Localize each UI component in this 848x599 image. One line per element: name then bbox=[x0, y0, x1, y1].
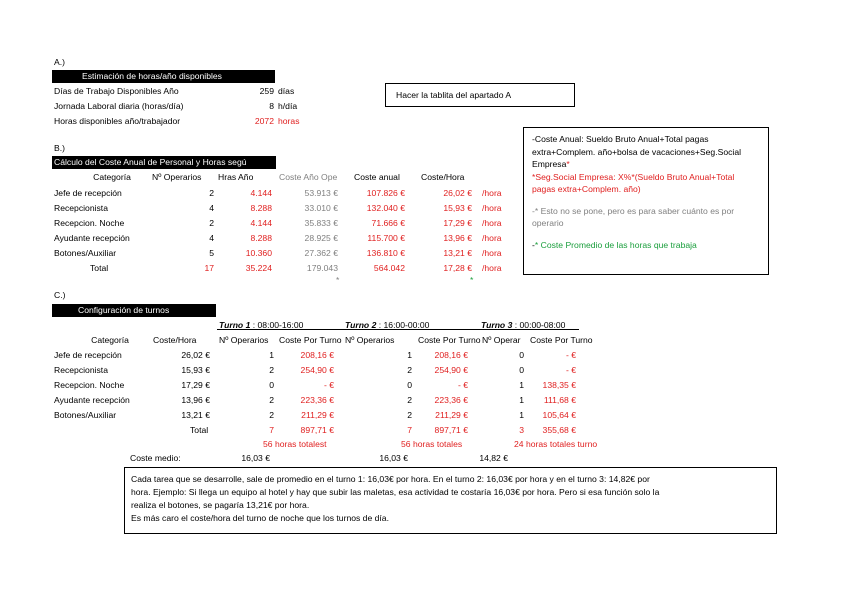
horas-turno-1: 56 horas totalest bbox=[263, 439, 327, 449]
c-c3: - € bbox=[565, 365, 576, 375]
c-ch: 13,96 € bbox=[181, 395, 210, 405]
b-ca: 132.040 € bbox=[366, 203, 405, 213]
c-o3: 1 bbox=[519, 410, 524, 420]
c-c3: 138,35 € bbox=[542, 380, 576, 390]
c-c2: - € bbox=[457, 380, 468, 390]
explanation-line: Es más caro el coste/hora del turno de noche que los turnos de día. bbox=[131, 513, 389, 523]
b-ch: 26,02 € bbox=[443, 188, 472, 198]
green-asterisk: * bbox=[470, 275, 474, 285]
c-cat: Jefe de recepción bbox=[54, 350, 122, 360]
c-c1: 254,90 € bbox=[300, 365, 334, 375]
b-hrs: 4.144 bbox=[250, 218, 272, 228]
b-cat: Botones/Auxiliar bbox=[54, 248, 117, 258]
section-b-label: B.) bbox=[54, 143, 65, 153]
section-c-header bbox=[52, 304, 216, 317]
horas-turno-2: 56 horas totales bbox=[401, 439, 463, 449]
b-col-header: Coste/Hora bbox=[421, 172, 465, 182]
a-row-unit: h/día bbox=[278, 101, 298, 111]
b-ca: 115.700 € bbox=[367, 233, 405, 243]
c-c3: - € bbox=[565, 350, 576, 360]
note-dash: - bbox=[532, 239, 535, 250]
c-ch: 26,02 € bbox=[181, 350, 210, 360]
a-row-unit: horas bbox=[278, 116, 300, 126]
c-col-header: Coste Por Turno bbox=[418, 335, 481, 345]
c-cat: Ayudante recepción bbox=[54, 395, 130, 405]
section-a-header-text: Estimación de horas/año disponibles bbox=[82, 71, 222, 81]
b-ch: 15,93 € bbox=[443, 203, 472, 213]
section-b-header bbox=[52, 156, 276, 169]
note-dash: - bbox=[532, 205, 535, 216]
note-line-seg-social: *Seg.Social Empresa: X%*(Sueldo Bruto Anual+Total pagas extra+Complem. año) bbox=[532, 171, 735, 194]
b-cat: Recepcion. Noche bbox=[54, 218, 125, 228]
b-col-header: Nº Operarios bbox=[152, 172, 202, 182]
c-c3: 111,68 € bbox=[543, 395, 576, 405]
c-cat: Recepcion. Noche bbox=[54, 380, 125, 390]
note-star: * bbox=[566, 159, 570, 169]
c-ch: 13,21 € bbox=[181, 410, 210, 420]
c-total-o2: 7 bbox=[407, 425, 412, 435]
c-total-o3: 3 bbox=[519, 425, 524, 435]
b-unit: /hora bbox=[482, 218, 502, 228]
b-col-header: Categoría bbox=[93, 172, 131, 182]
explanation-line: Cada tarea que se desarrolle, sale de promedio en el turno 1: 16,03€ por hora. En el turno 2: 16,03€ por hora y en el turno 3: 14,82€ por bbox=[131, 474, 650, 484]
b-total-hrs: 35.224 bbox=[245, 263, 272, 273]
b-unit: /hora bbox=[482, 203, 502, 213]
b-cat: Ayudante recepción bbox=[54, 233, 130, 243]
b-col-header: Coste Año Ope bbox=[279, 172, 338, 182]
c-col-header: Coste/Hora bbox=[153, 335, 197, 345]
b-total-label: Total bbox=[90, 263, 109, 273]
c-o3: 0 bbox=[519, 350, 524, 360]
c-ch: 17,29 € bbox=[181, 380, 210, 390]
section-a-header bbox=[52, 70, 275, 83]
c-col-header: Categoría bbox=[91, 335, 129, 345]
section-a-label: A.) bbox=[54, 57, 65, 67]
a-row-unit: días bbox=[278, 86, 295, 96]
a-row-value: 259 bbox=[259, 86, 274, 96]
b-ops: 5 bbox=[209, 248, 214, 258]
c-o1: 2 bbox=[269, 395, 274, 405]
c-total-c3: 355,68 € bbox=[542, 425, 576, 435]
b-cop: 27.362 € bbox=[304, 248, 338, 258]
coste-medio-t1: 16,03 € bbox=[241, 453, 270, 463]
turno-name: Turno 1 bbox=[219, 320, 251, 330]
b-hrs: 8.288 bbox=[250, 233, 272, 243]
c-c2: 223,36 € bbox=[434, 395, 468, 405]
explanation-box bbox=[124, 467, 777, 534]
coste-medio-t2: 16,03 € bbox=[379, 453, 408, 463]
note-line-coste-anual bbox=[532, 133, 760, 171]
turno-name: Turno 2 bbox=[345, 320, 377, 330]
b-unit: /hora bbox=[482, 188, 502, 198]
b-ops: 4 bbox=[209, 203, 214, 213]
b-cop: 28.925 € bbox=[304, 233, 338, 243]
b-ch: 13,21 € bbox=[443, 248, 472, 258]
a-row-label: Jornada Laboral diaria (horas/día) bbox=[54, 101, 184, 111]
c-c1: - € bbox=[323, 380, 334, 390]
c-c1: 208,16 € bbox=[300, 350, 334, 360]
c-ch: 15,93 € bbox=[181, 365, 210, 375]
b-total-cop: 179.043 bbox=[306, 263, 338, 273]
note-text: * Esto no se pone, pero es para saber cuánto es por operario bbox=[532, 205, 735, 228]
c-c1: 211,29 € bbox=[301, 410, 334, 420]
c-o2: 1 bbox=[407, 350, 412, 360]
c-c1: 223,36 € bbox=[300, 395, 334, 405]
turno-hours: : 16:00-00:00 bbox=[378, 320, 430, 330]
c-total-o1: 7 bbox=[269, 425, 274, 435]
b-ca: 107.826 € bbox=[366, 188, 405, 198]
note-box-a bbox=[385, 83, 575, 107]
b-hrs: 4.144 bbox=[250, 188, 272, 198]
section-b-header-text: Cálculo del Coste Anual de Personal y Horas segú bbox=[54, 157, 247, 167]
note-text: * Coste Promedio de las horas que trabaja bbox=[534, 239, 697, 250]
c-o3: 1 bbox=[519, 395, 524, 405]
a-row-label: Horas disponibles año/trabajador bbox=[54, 116, 181, 126]
b-cop: 53.913 € bbox=[304, 188, 338, 198]
b-ops: 2 bbox=[209, 188, 214, 198]
c-o2: 2 bbox=[407, 410, 412, 420]
turno-name: Turno 3 bbox=[481, 320, 513, 330]
c-c3: 105,64 € bbox=[542, 410, 576, 420]
c-c2: 208,16 € bbox=[434, 350, 468, 360]
c-col-header: Nº Operarios bbox=[345, 335, 395, 345]
c-o2: 2 bbox=[407, 395, 412, 405]
note-line-promedio bbox=[532, 239, 760, 252]
b-hrs: 10.360 bbox=[245, 248, 272, 258]
b-ca: 71.666 € bbox=[371, 218, 405, 228]
turno-hours: : 00:00-08:00 bbox=[514, 320, 566, 330]
b-cat: Recepcionista bbox=[54, 203, 108, 213]
turnos-divider bbox=[217, 329, 579, 330]
b-total-ops: 17 bbox=[204, 263, 214, 273]
turno-hours: : 08:00-16:00 bbox=[252, 320, 304, 330]
c-o1: 2 bbox=[269, 410, 274, 420]
c-cat: Botones/Auxiliar bbox=[54, 410, 117, 420]
c-o3: 0 bbox=[519, 365, 524, 375]
b-total-ch: 17,28 € bbox=[443, 263, 472, 273]
explanation-line: realiza el botones, se pagaría 13,21€ por hora. bbox=[131, 500, 310, 510]
c-col-header: Coste Por Turno bbox=[279, 335, 342, 345]
note-text: -Coste Anual: Sueldo Bruto Anual+Total pagas extra+Complem. año+bolsa de vacaciones+Seg.Social Empresa bbox=[532, 134, 742, 169]
horas-turno-3: 24 horas totales turno bbox=[514, 439, 598, 449]
c-o2: 2 bbox=[407, 365, 412, 375]
c-o1: 1 bbox=[269, 350, 274, 360]
b-col-header: Coste anual bbox=[354, 172, 400, 182]
c-col-header: Nº Operarios bbox=[219, 335, 269, 345]
c-o2: 0 bbox=[407, 380, 412, 390]
notes-box-b bbox=[523, 127, 769, 275]
b-ch: 13,96 € bbox=[443, 233, 472, 243]
c-col-header: Coste Por Turno bbox=[530, 335, 593, 345]
b-total-ca: 564.042 bbox=[373, 263, 405, 273]
coste-medio-label: Coste medio: bbox=[130, 453, 181, 463]
c-o3: 1 bbox=[519, 380, 524, 390]
c-o1: 2 bbox=[269, 365, 274, 375]
a-row-value: 2072 bbox=[254, 116, 274, 126]
c-c2: 254,90 € bbox=[434, 365, 468, 375]
b-cop: 35.833 € bbox=[304, 218, 338, 228]
b-col-header: Hras Año bbox=[218, 172, 254, 182]
section-c-header-text: Configuración de turnos bbox=[78, 305, 170, 315]
b-unit: /hora bbox=[482, 233, 502, 243]
b-cop: 33.010 € bbox=[304, 203, 338, 213]
b-ops: 4 bbox=[209, 233, 214, 243]
a-row-value: 8 bbox=[269, 101, 274, 111]
note-line-operario bbox=[532, 205, 760, 230]
note-box-a-text: Hacer la tablita del apartado A bbox=[396, 90, 512, 100]
b-cat: Jefe de recepción bbox=[54, 188, 122, 198]
c-c2: 211,29 € bbox=[435, 410, 468, 420]
c-cat: Recepcionista bbox=[54, 365, 108, 375]
c-total-c2: 897,71 € bbox=[434, 425, 468, 435]
b-ops: 2 bbox=[209, 218, 214, 228]
b-unit: /hora bbox=[482, 248, 502, 258]
c-total-label: Total bbox=[190, 425, 209, 435]
c-total-c1: 897,71 € bbox=[300, 425, 334, 435]
b-hrs: 8.288 bbox=[250, 203, 272, 213]
b-ca: 136.810 € bbox=[366, 248, 405, 258]
c-col-header: Nº Operar bbox=[482, 335, 521, 345]
coste-medio-t3: 14,82 € bbox=[479, 453, 508, 463]
c-o1: 0 bbox=[269, 380, 274, 390]
b-ch: 17,29 € bbox=[443, 218, 472, 228]
b-total-unit: /hora bbox=[482, 263, 502, 273]
gray-asterisk: * bbox=[336, 275, 340, 285]
explanation-line: hora. Ejemplo: Si llega un equipo al hotel y hay que subir las maletas, esa actividad te costaría 16,03€ por hora. Pero si esa función solo la bbox=[131, 487, 660, 497]
section-c-label: C.) bbox=[54, 290, 66, 300]
a-row-label: Días de Trabajo Disponibles Año bbox=[54, 86, 179, 96]
